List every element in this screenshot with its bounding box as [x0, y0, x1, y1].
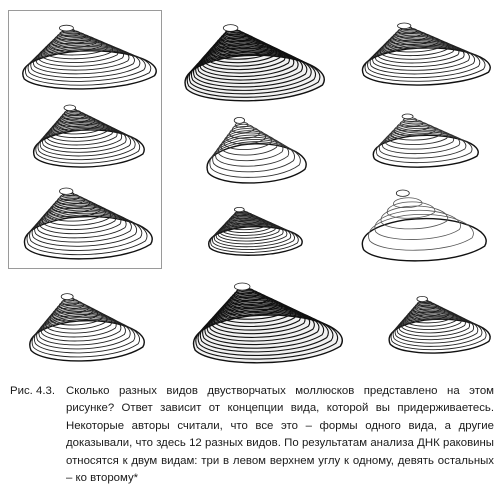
shell-illustration	[356, 182, 486, 262]
shell-drawing	[16, 18, 156, 90]
shell-drawing	[24, 286, 144, 362]
shell-umbo	[223, 25, 238, 32]
shell-umbo	[402, 114, 413, 119]
shell-drawing	[384, 290, 490, 354]
shell-drawing	[186, 274, 342, 364]
caption-text: Сколько разных видов двустворчатых моллюсков представлено на этом рисунке? Ответ зависит от концепции вида, которой вы придерживаетесь. Некоторые авторы считали, что все это – формы одного вида, а другие доказывали, что здесь 12 разных видов. По результатам анализа ДНК раковины относятся к двум видам: три в левом верхнем углу к одному, девять остальных – ко второму*	[66, 385, 494, 485]
shell-illustration	[24, 286, 144, 362]
shell-illustration	[18, 180, 152, 260]
shell-illustration	[384, 290, 490, 354]
shell-illustration	[178, 16, 324, 102]
shell-illustration	[356, 16, 490, 86]
shell-umbo	[60, 188, 73, 194]
figure-label: Рис. 4.3.	[10, 385, 55, 397]
shell-umbo	[234, 117, 244, 123]
shell-drawing	[178, 16, 324, 102]
shell-drawing	[356, 182, 486, 262]
shell-illustration	[186, 274, 342, 364]
shell-umbo	[64, 105, 76, 111]
shell-drawing	[204, 202, 302, 256]
shell-illustration	[28, 98, 144, 168]
shell-drawing	[202, 110, 306, 184]
shell-illustration	[368, 108, 478, 168]
shell-umbo	[61, 294, 73, 300]
shell-umbo	[234, 283, 250, 290]
shell-illustration	[16, 18, 156, 90]
shell-drawing	[368, 108, 478, 168]
shell-umbo	[59, 25, 73, 31]
shell-drawing	[28, 98, 144, 168]
shell-umbo	[396, 190, 409, 196]
shell-drawing	[18, 180, 152, 260]
shell-illustration	[202, 110, 306, 184]
shell-umbo	[417, 296, 428, 301]
shell-illustration	[204, 202, 302, 256]
shell-umbo	[398, 23, 411, 29]
shell-umbo	[234, 207, 244, 211]
shell-drawing	[356, 16, 490, 86]
